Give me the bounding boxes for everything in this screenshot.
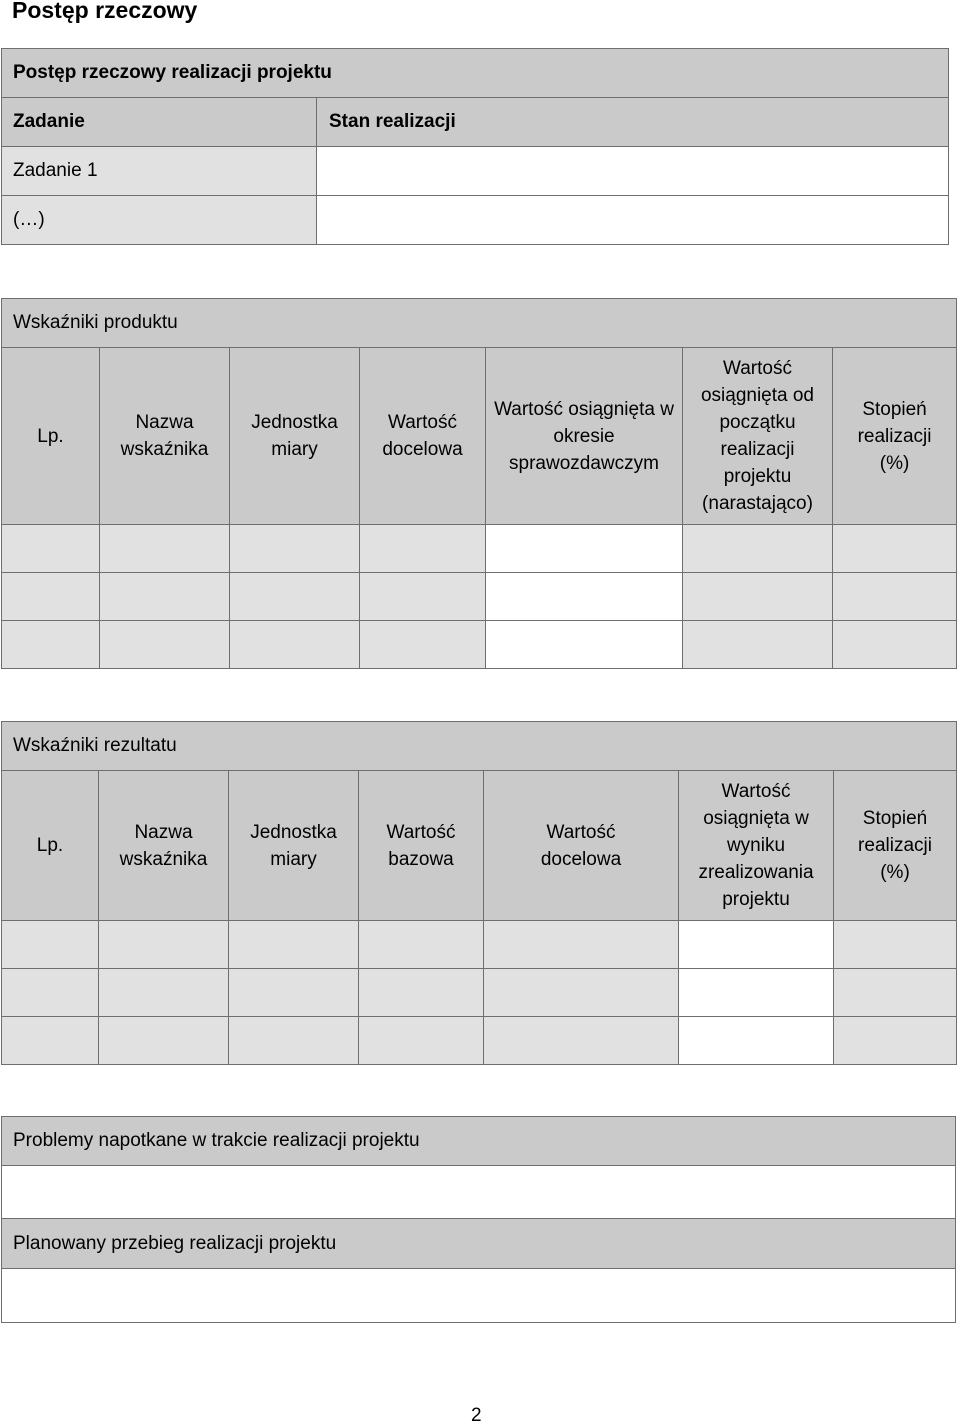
progress-table <box>1 48 949 245</box>
table-cell[interactable] <box>833 525 957 573</box>
product-indicators-title: Wskaźniki produktu <box>2 299 957 348</box>
plan-table <box>1 1218 956 1323</box>
table-row <box>2 1017 957 1065</box>
table-cell[interactable] <box>100 621 230 669</box>
table-row <box>2 921 957 969</box>
table-cell[interactable] <box>229 921 359 969</box>
col-value-achieved: Wartość osiągnięta w wyniku zrealizowania projektu <box>679 771 834 921</box>
table-cell[interactable] <box>359 1017 484 1065</box>
table-cell[interactable] <box>2 1017 99 1065</box>
col-indicator-name: Nazwa wskaźnika <box>99 771 229 921</box>
product-indicators-table <box>1 298 957 669</box>
table-cell[interactable] <box>833 621 957 669</box>
table-cell[interactable] <box>833 573 957 621</box>
page-number: 2 <box>471 1405 482 1426</box>
table-cell[interactable] <box>484 921 679 969</box>
table-row <box>2 525 957 573</box>
table-cell[interactable] <box>359 921 484 969</box>
table-cell[interactable] <box>230 621 360 669</box>
table-cell[interactable] <box>679 1017 834 1065</box>
table-cell[interactable] <box>99 1017 229 1065</box>
task-row-label: (…) <box>2 196 317 245</box>
problems-input[interactable] <box>2 1166 956 1219</box>
table-cell[interactable] <box>100 525 230 573</box>
col-lp: Lp. <box>2 771 99 921</box>
table-cell[interactable] <box>230 525 360 573</box>
col-indicator-name: Nazwa wskaźnika <box>100 348 230 525</box>
col-value-reporting-period: Wartość osiągnięta w okresie sprawozdawczym <box>486 348 683 525</box>
col-base-value: Wartość bazowa <box>359 771 484 921</box>
task-status-cell[interactable] <box>317 196 949 245</box>
col-completion-percent: Stopień realizacji (%) <box>833 348 957 525</box>
table-cell[interactable] <box>679 921 834 969</box>
table-row <box>2 621 957 669</box>
table-cell[interactable] <box>100 573 230 621</box>
table-cell[interactable] <box>486 621 683 669</box>
col-unit: Jednostka miary <box>229 771 359 921</box>
progress-table-header: Postęp rzeczowy realizacji projektu <box>2 49 949 98</box>
table-cell[interactable] <box>679 969 834 1017</box>
result-indicators-title: Wskaźniki rezultatu <box>2 722 957 771</box>
table-cell[interactable] <box>484 1017 679 1065</box>
table-cell[interactable] <box>683 621 833 669</box>
table-cell[interactable] <box>99 969 229 1017</box>
table-cell[interactable] <box>484 969 679 1017</box>
col-value-cumulative: Wartość osiągnięta od początku realizacji projektu (narastająco) <box>683 348 833 525</box>
table-cell[interactable] <box>360 525 486 573</box>
table-cell[interactable] <box>2 525 100 573</box>
table-cell[interactable] <box>360 621 486 669</box>
col-lp: Lp. <box>2 348 100 525</box>
table-cell[interactable] <box>486 573 683 621</box>
table-cell[interactable] <box>360 573 486 621</box>
table-cell[interactable] <box>834 921 957 969</box>
table-cell[interactable] <box>2 621 100 669</box>
col-unit: Jednostka miary <box>230 348 360 525</box>
table-cell[interactable] <box>834 969 957 1017</box>
col-completion-percent: Stopień realizacji (%) <box>834 771 957 921</box>
table-cell[interactable] <box>486 525 683 573</box>
table-cell[interactable] <box>683 573 833 621</box>
page-title: Postęp rzeczowy <box>12 0 198 23</box>
problems-table <box>1 1116 956 1219</box>
column-status: Stan realizacji <box>317 98 949 147</box>
plan-input[interactable] <box>2 1269 956 1323</box>
table-cell[interactable] <box>99 921 229 969</box>
table-cell[interactable] <box>2 921 99 969</box>
table-cell[interactable] <box>2 969 99 1017</box>
plan-title: Planowany przebieg realizacji projektu <box>2 1219 956 1269</box>
table-cell[interactable] <box>359 969 484 1017</box>
col-target-value: Wartość docelowa <box>360 348 486 525</box>
task-row-label: Zadanie 1 <box>2 147 317 196</box>
table-cell[interactable] <box>834 1017 957 1065</box>
table-cell[interactable] <box>229 969 359 1017</box>
table-cell[interactable] <box>683 525 833 573</box>
problems-title: Problemy napotkane w trakcie realizacji projektu <box>2 1117 956 1166</box>
table-cell[interactable] <box>230 573 360 621</box>
col-target-value: Wartość docelowa <box>484 771 679 921</box>
table-row <box>2 969 957 1017</box>
table-cell[interactable] <box>229 1017 359 1065</box>
column-task: Zadanie <box>2 98 317 147</box>
result-indicators-table <box>1 721 957 1065</box>
table-cell[interactable] <box>2 573 100 621</box>
task-status-cell[interactable] <box>317 147 949 196</box>
table-row <box>2 573 957 621</box>
